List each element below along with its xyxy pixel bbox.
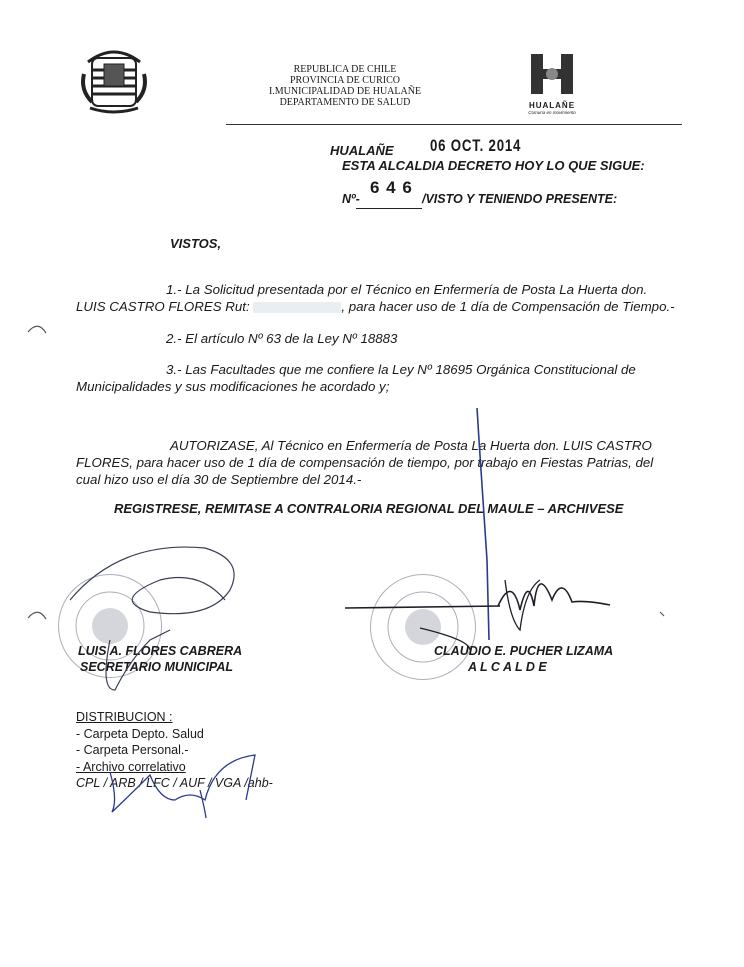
distribution-initials: CPL / ARB / LFC / AUF / VGA /ahb- <box>76 776 273 790</box>
distribution-heading: DISTRIBUCION : <box>76 710 173 724</box>
header-line-department: DEPARTAMENTO DE SALUD <box>279 97 411 108</box>
distribution-item: - Archivo correlativo <box>76 759 186 774</box>
logo-wordmark: HUALAÑE <box>528 101 576 110</box>
distribution-item: - Carpeta Personal.- <box>76 743 189 757</box>
authorization-line-3: cual hizo uso el día 30 de Septiembre del 2014.- <box>76 472 362 487</box>
authorization-line-2: FLORES, para hacer uso de 1 día de compensación de tiempo, por trabajo en Fiestas Patrias, del <box>76 455 654 470</box>
vistos-item-3-line-2: Municipalidades y sus modificaciones he acordado y; <box>76 379 390 394</box>
logo-tagline: Comuna en movimiento <box>528 110 576 115</box>
decree-number-prefix: Nº- <box>342 192 360 206</box>
secretary-title: SECRETARIO MUNICIPAL <box>80 660 234 674</box>
mayor-title: A L C A L D E <box>468 660 547 674</box>
distribution-item: - Carpeta Depto. Salud <box>76 726 204 741</box>
decree-intro: ESTA ALCALDIA DECRETO HOY LO QUE SIGUE: <box>342 158 645 173</box>
header-line-province: PROVINCIA DE CURICO <box>289 75 400 86</box>
mayor-name: CLAUDIO E. PUCHER LIZAMA <box>434 644 614 658</box>
decree-number: 6 4 6 <box>370 178 413 197</box>
decree-visto: /VISTO Y TENIENDO PRESENTE: <box>422 192 618 206</box>
vistos-item-1-line-1: 1.- La Solicitud presentada por el Técnico en Enfermería de Posta La Huerta don. <box>166 282 648 297</box>
decree-date-stamp: 06 OCT. 2014 <box>430 136 522 155</box>
secretary-name: LUIS A. FLORES CABRERA <box>78 644 243 658</box>
closing-statement: REGISTRESE, REMITASE A CONTRALORIA REGIONAL DEL MAULE – ARCHIVESE <box>114 501 624 516</box>
header-line-municipality: I.MUNICIPALIDAD DE HUALAÑE <box>268 86 422 97</box>
decree-city: HUALAÑE <box>330 143 394 158</box>
vistos-item-1-purpose: , para hacer uso de 1 día de Compensación de Tiempo.- <box>341 299 675 314</box>
authorization-line-1: AUTORIZASE, Al Técnico en Enfermería de Posta La Huerta don. LUIS CASTRO <box>170 438 652 453</box>
vistos-item-2: 2.- El artículo Nº 63 de la Ley Nº 18883 <box>166 331 398 346</box>
vistos-heading: VISTOS, <box>170 236 222 251</box>
vistos-item-3-line-1: 3.- Las Facultades que me confiere la Ley Nº 18695 Orgánica Constitucional de <box>166 362 636 377</box>
vistos-item-1-name: LUIS CASTRO FLORES Rut: <box>76 299 250 314</box>
header-line-country: REPUBLICA DE CHILE <box>293 64 397 75</box>
